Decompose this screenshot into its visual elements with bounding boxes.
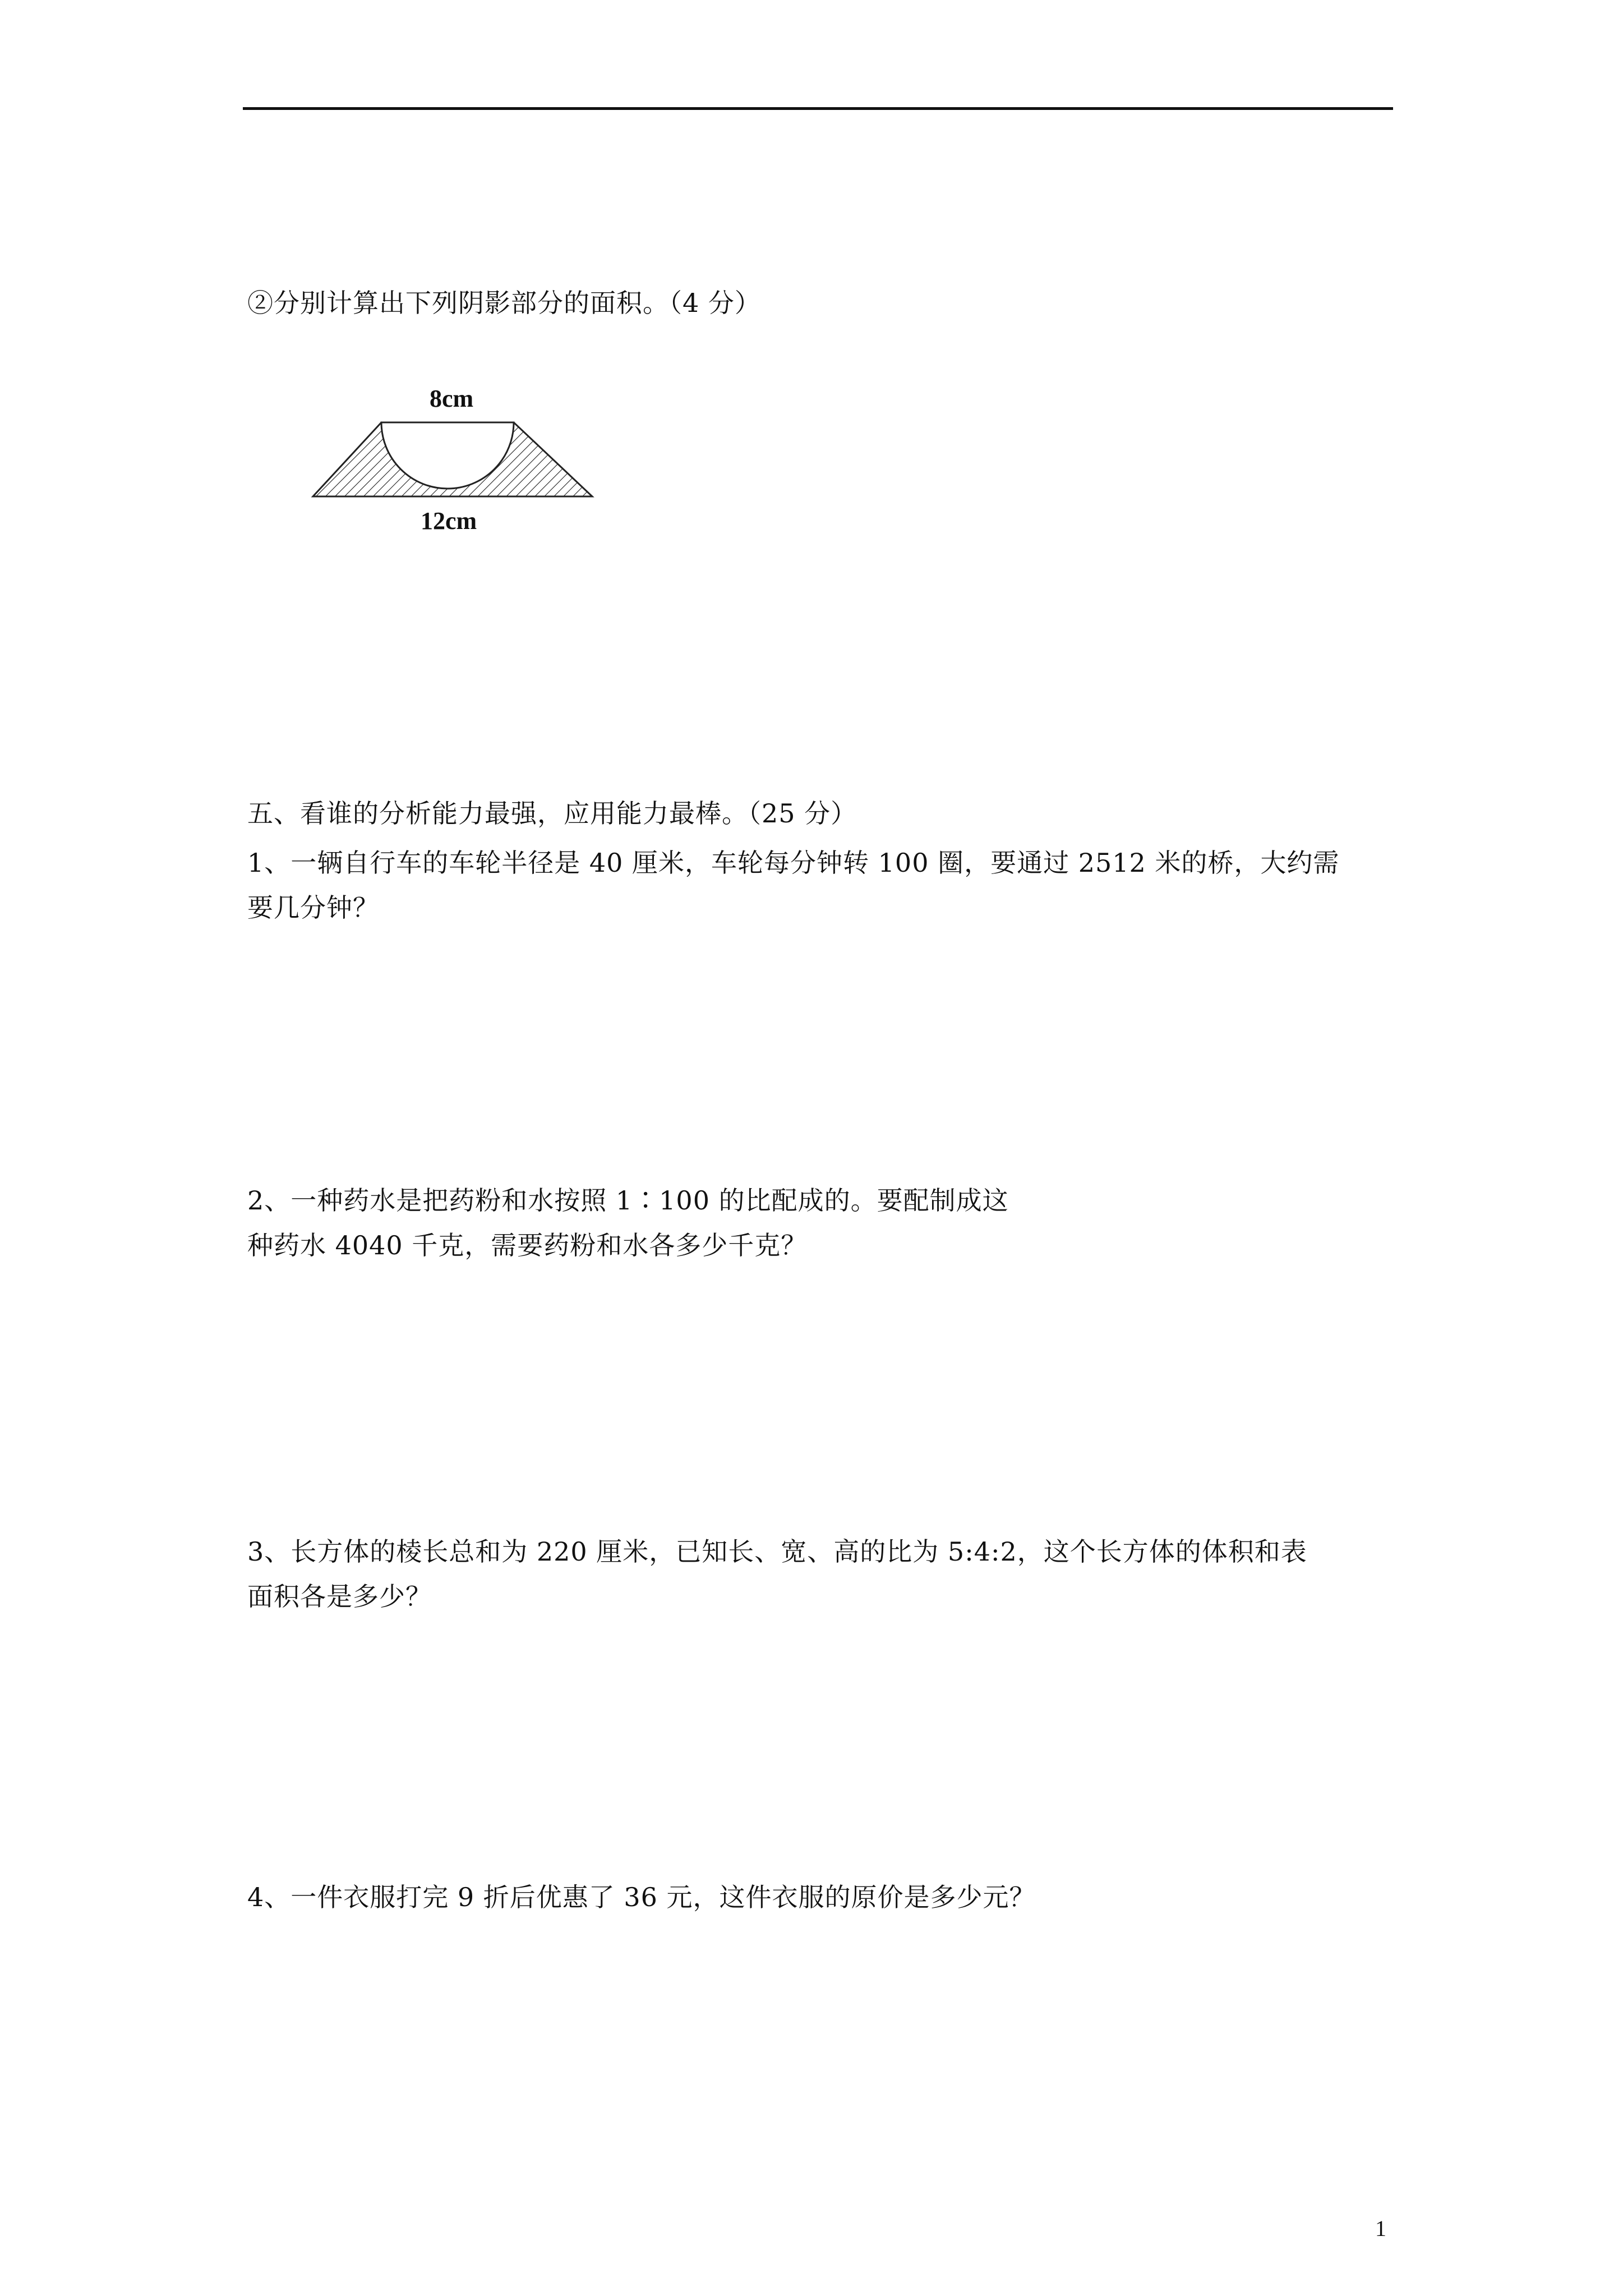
section-5-heading: 五、看谁的分析能力最强，应用能力最棒。（25 分） xyxy=(247,798,857,829)
problem-4-line-1: 4、一件衣服打完 9 折后优惠了 36 元，这件衣服的原价是多少元？ xyxy=(247,1882,1036,1912)
trapezoid-semicircle-figure xyxy=(303,376,600,544)
problem-3-line-2: 面积各是多少？ xyxy=(247,1581,432,1612)
header-rule xyxy=(243,107,1393,110)
top-base-label: 8cm xyxy=(430,385,474,412)
page-number: 1 xyxy=(1375,2216,1386,2241)
sub-question-2: ②分别计算出下列阴影部分的面积。（4 分） xyxy=(247,288,761,318)
problem-3-line-1: 3、长方体的棱长总和为 220 厘米，已知长、宽、高的比为 5:4:2，这个长方体的体积和表 xyxy=(247,1536,1307,1567)
problem-1-line-2: 要几分钟？ xyxy=(247,892,379,923)
problem-2-line-2: 种药水 4040 千克，需要药粉和水各多少千克？ xyxy=(247,1230,808,1260)
bottom-base-label: 12cm xyxy=(421,507,477,535)
problem-1-line-1: 1、一辆自行车的车轮半径是 40 厘米，车轮每分钟转 100 圈，要通过 2512 米的桥，大约需 xyxy=(247,848,1340,878)
problem-2-line-1: 2、一种药水是把药粉和水按照 1∶100 的比配成的。要配制成这 xyxy=(247,1185,1009,1216)
